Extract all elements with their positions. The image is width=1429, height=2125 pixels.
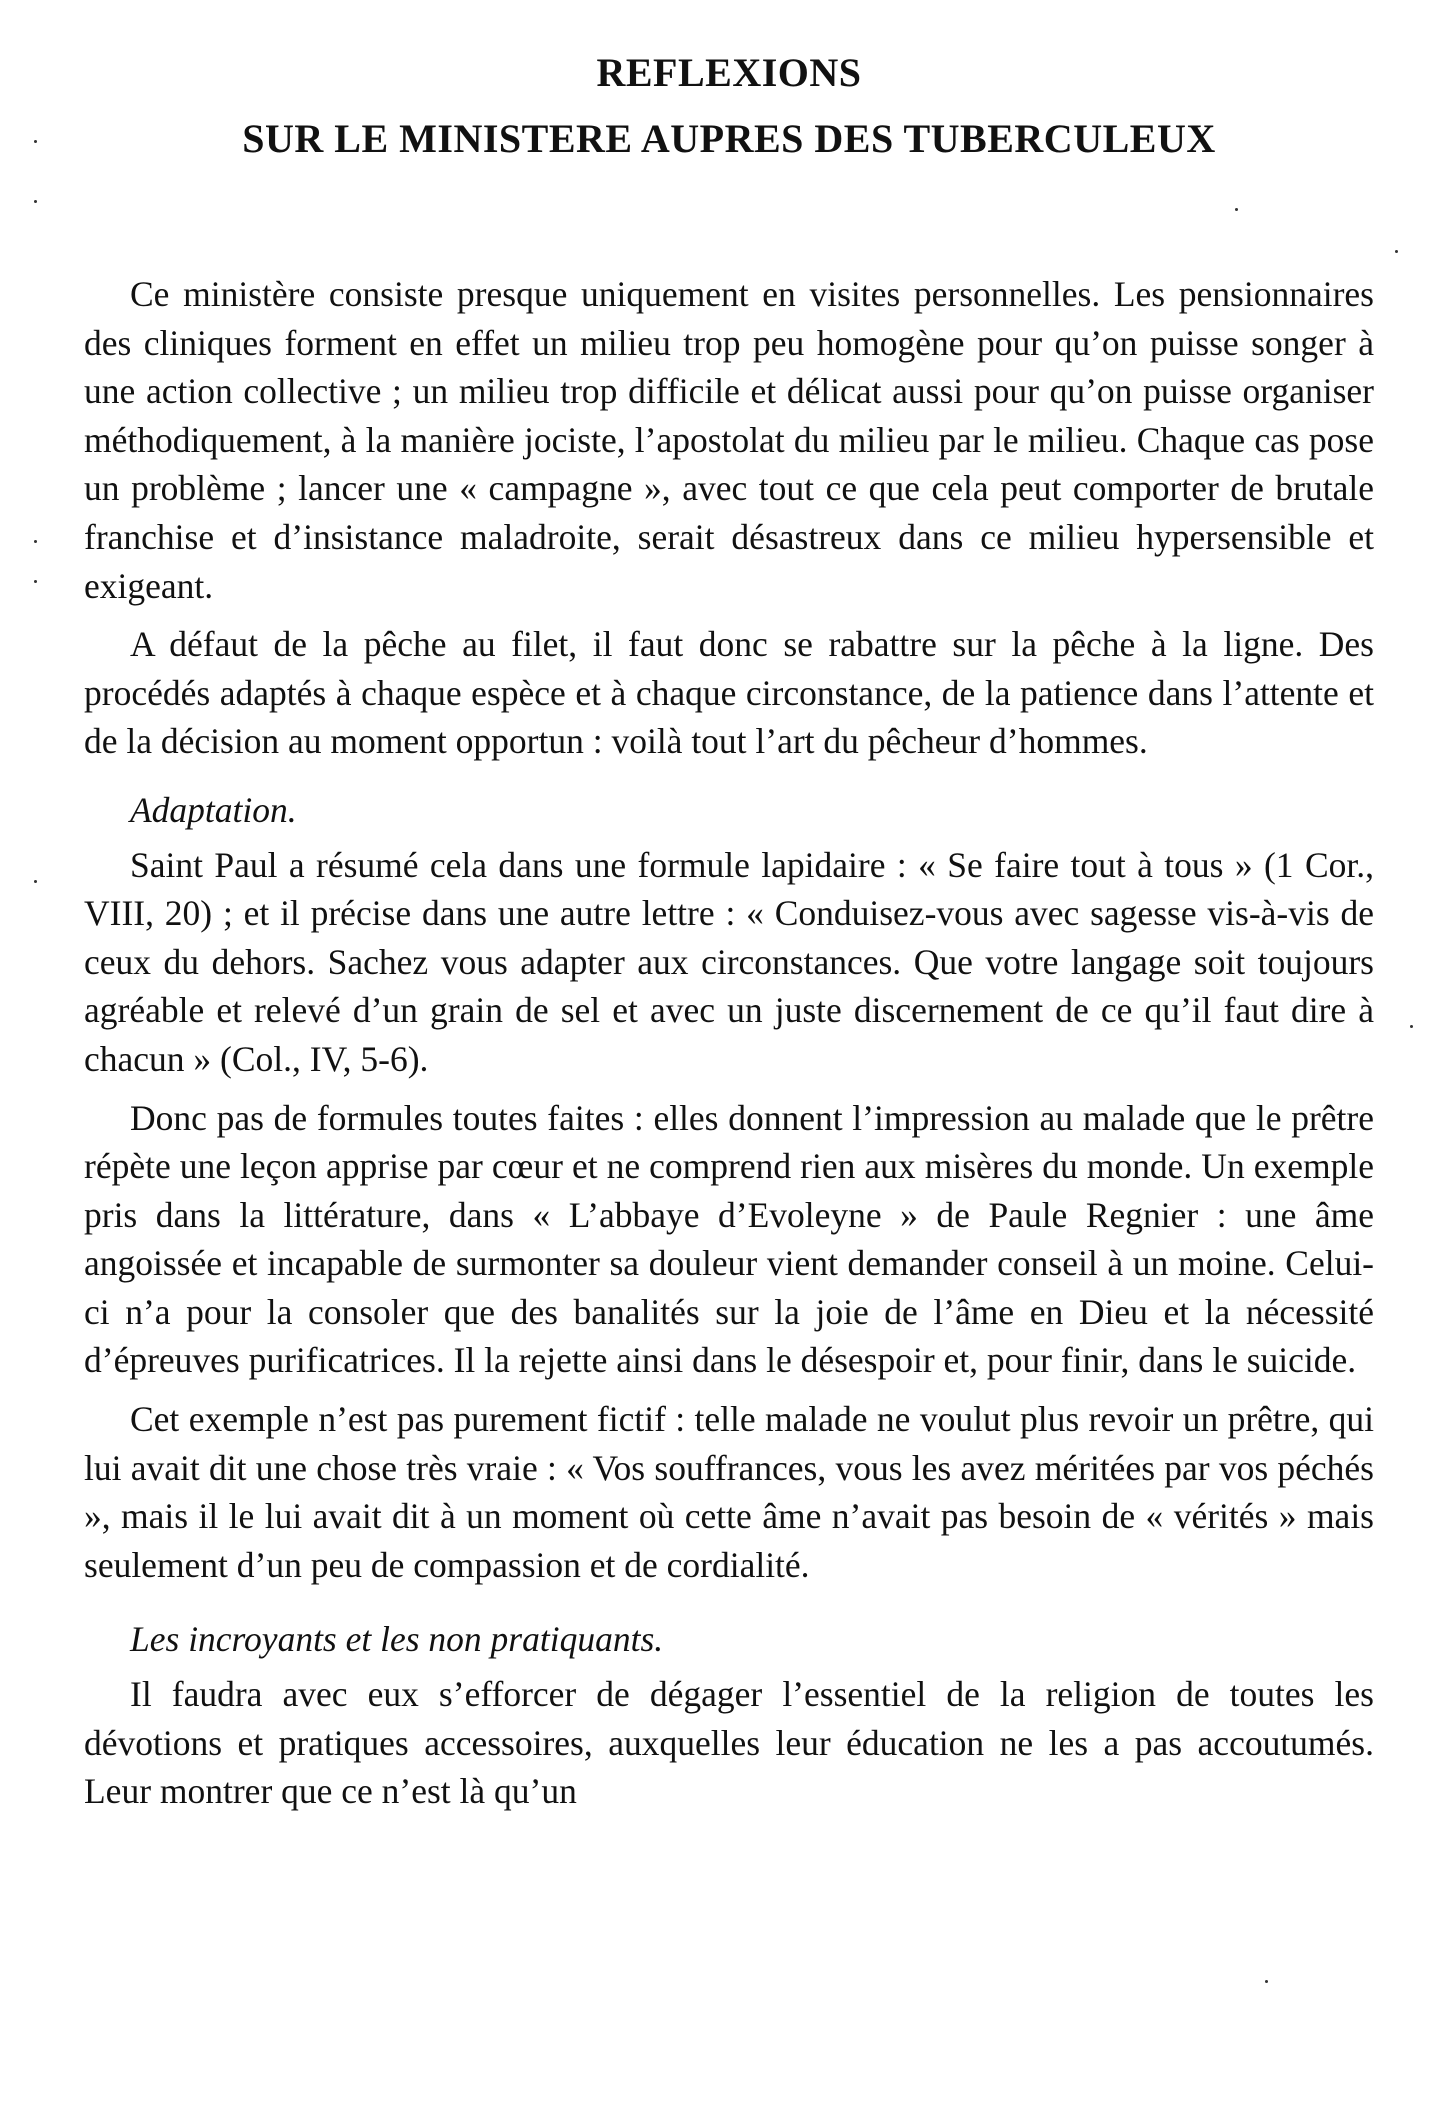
paragraph: A défaut de la pêche au filet, il faut donc se rabattre sur la pêche à la ligne. Des procédés adaptés à chaque espèce et à chaque circonstance, de la patience dans l’attente et de la décision au moment opportun : voilà tout l’art du pêcheur d’hommes. (84, 624, 1374, 762)
document-title: REFLEXIONS (596, 50, 862, 95)
paragraph: Donc pas de formules toutes faites : elles donnent l’impression au malade que le prêtre répète une leçon apprise par cœur et ne comprend rien aux misères du monde. Un exemple pris dans la littérature, dans « L’abbaye d’Evoleyne » de Paule Regnier : une âme angoissée et incapable de surmonter sa douleur vient demander conseil à un moine. Celui-ci n’a pour la consoler que des banalités sur la joie de l’âme en Dieu et la nécessité d’épreuves purificatrices. Il la rejette ainsi dans le désespoir et, pour finir, dans le suicide. (84, 1097, 1374, 1381)
paragraph: Cet exemple n’est pas purement fictif : telle malade ne voulut plus revoir un prêtre, qui lui avait dit une chose très vraie : « Vos souffrances, vous les avez méritées par vos péchés », mais il le lui avait dit à un moment où cette âme n’avait pas besoin de « vérités » mais seulement d’un peu de compassion et de cordialité. (84, 1399, 1374, 1585)
section-heading-adaptation: Adaptation. (130, 789, 297, 830)
scan-speck (34, 200, 37, 203)
body-text (84, 270, 1374, 1816)
scan-speck (34, 580, 37, 583)
scan-speck (34, 880, 37, 883)
document-subtitle: SUR LE MINISTERE AUPRES DES TUBERCULEUX (242, 116, 1216, 161)
section-heading-incroyants: Les incroyants et les non pratiquants. (130, 1619, 664, 1660)
paragraph: Il faudra avec eux s’efforcer de dégager l’essentiel de la religion de toutes les dévotions et pratiques accessoires, auxquelles leur éducation ne les a pas accoutumés. Leur montrer que ce n’est là qu’un (84, 1674, 1374, 1812)
document-page (84, 0, 1374, 2125)
scan-speck (1410, 1025, 1413, 1028)
scan-speck (1265, 1980, 1268, 1983)
paragraph: Ce ministère consiste presque uniquement en visites personnelles. Les pensionnaires des cliniques forment en effet un milieu trop peu homogène pour qu’on puisse songer à une action collective ; un milieu trop difficile et délicat aussi pour qu’on puisse organiser méthodiquement, à la manière jociste, l’apostolat du milieu par le milieu. Chaque cas pose un problème ; lancer une « campagne », avec tout ce que cela peut comporter de brutale franchise et d’insistance maladroite, serait désastreux dans ce milieu hypersensible et exigeant. (84, 274, 1374, 606)
scan-speck (34, 140, 37, 143)
scan-speck (34, 540, 37, 543)
scan-speck (1395, 250, 1398, 253)
scan-speck (1235, 208, 1238, 211)
paragraph: Saint Paul a résumé cela dans une formule lapidaire : « Se faire tout à tous » (1 Cor., VIII, 20) ; et il précise dans une autre lettre : « Conduisez-vous avec sagesse vis-à-vis de ceux du dehors. Sachez vous adapter aux circonstances. Que votre langage soit toujours agréable et relevé d’un grain de sel et avec un juste discernement de ce qu’il faut dire à chacun » (Col., IV, 5-6). (84, 844, 1374, 1079)
